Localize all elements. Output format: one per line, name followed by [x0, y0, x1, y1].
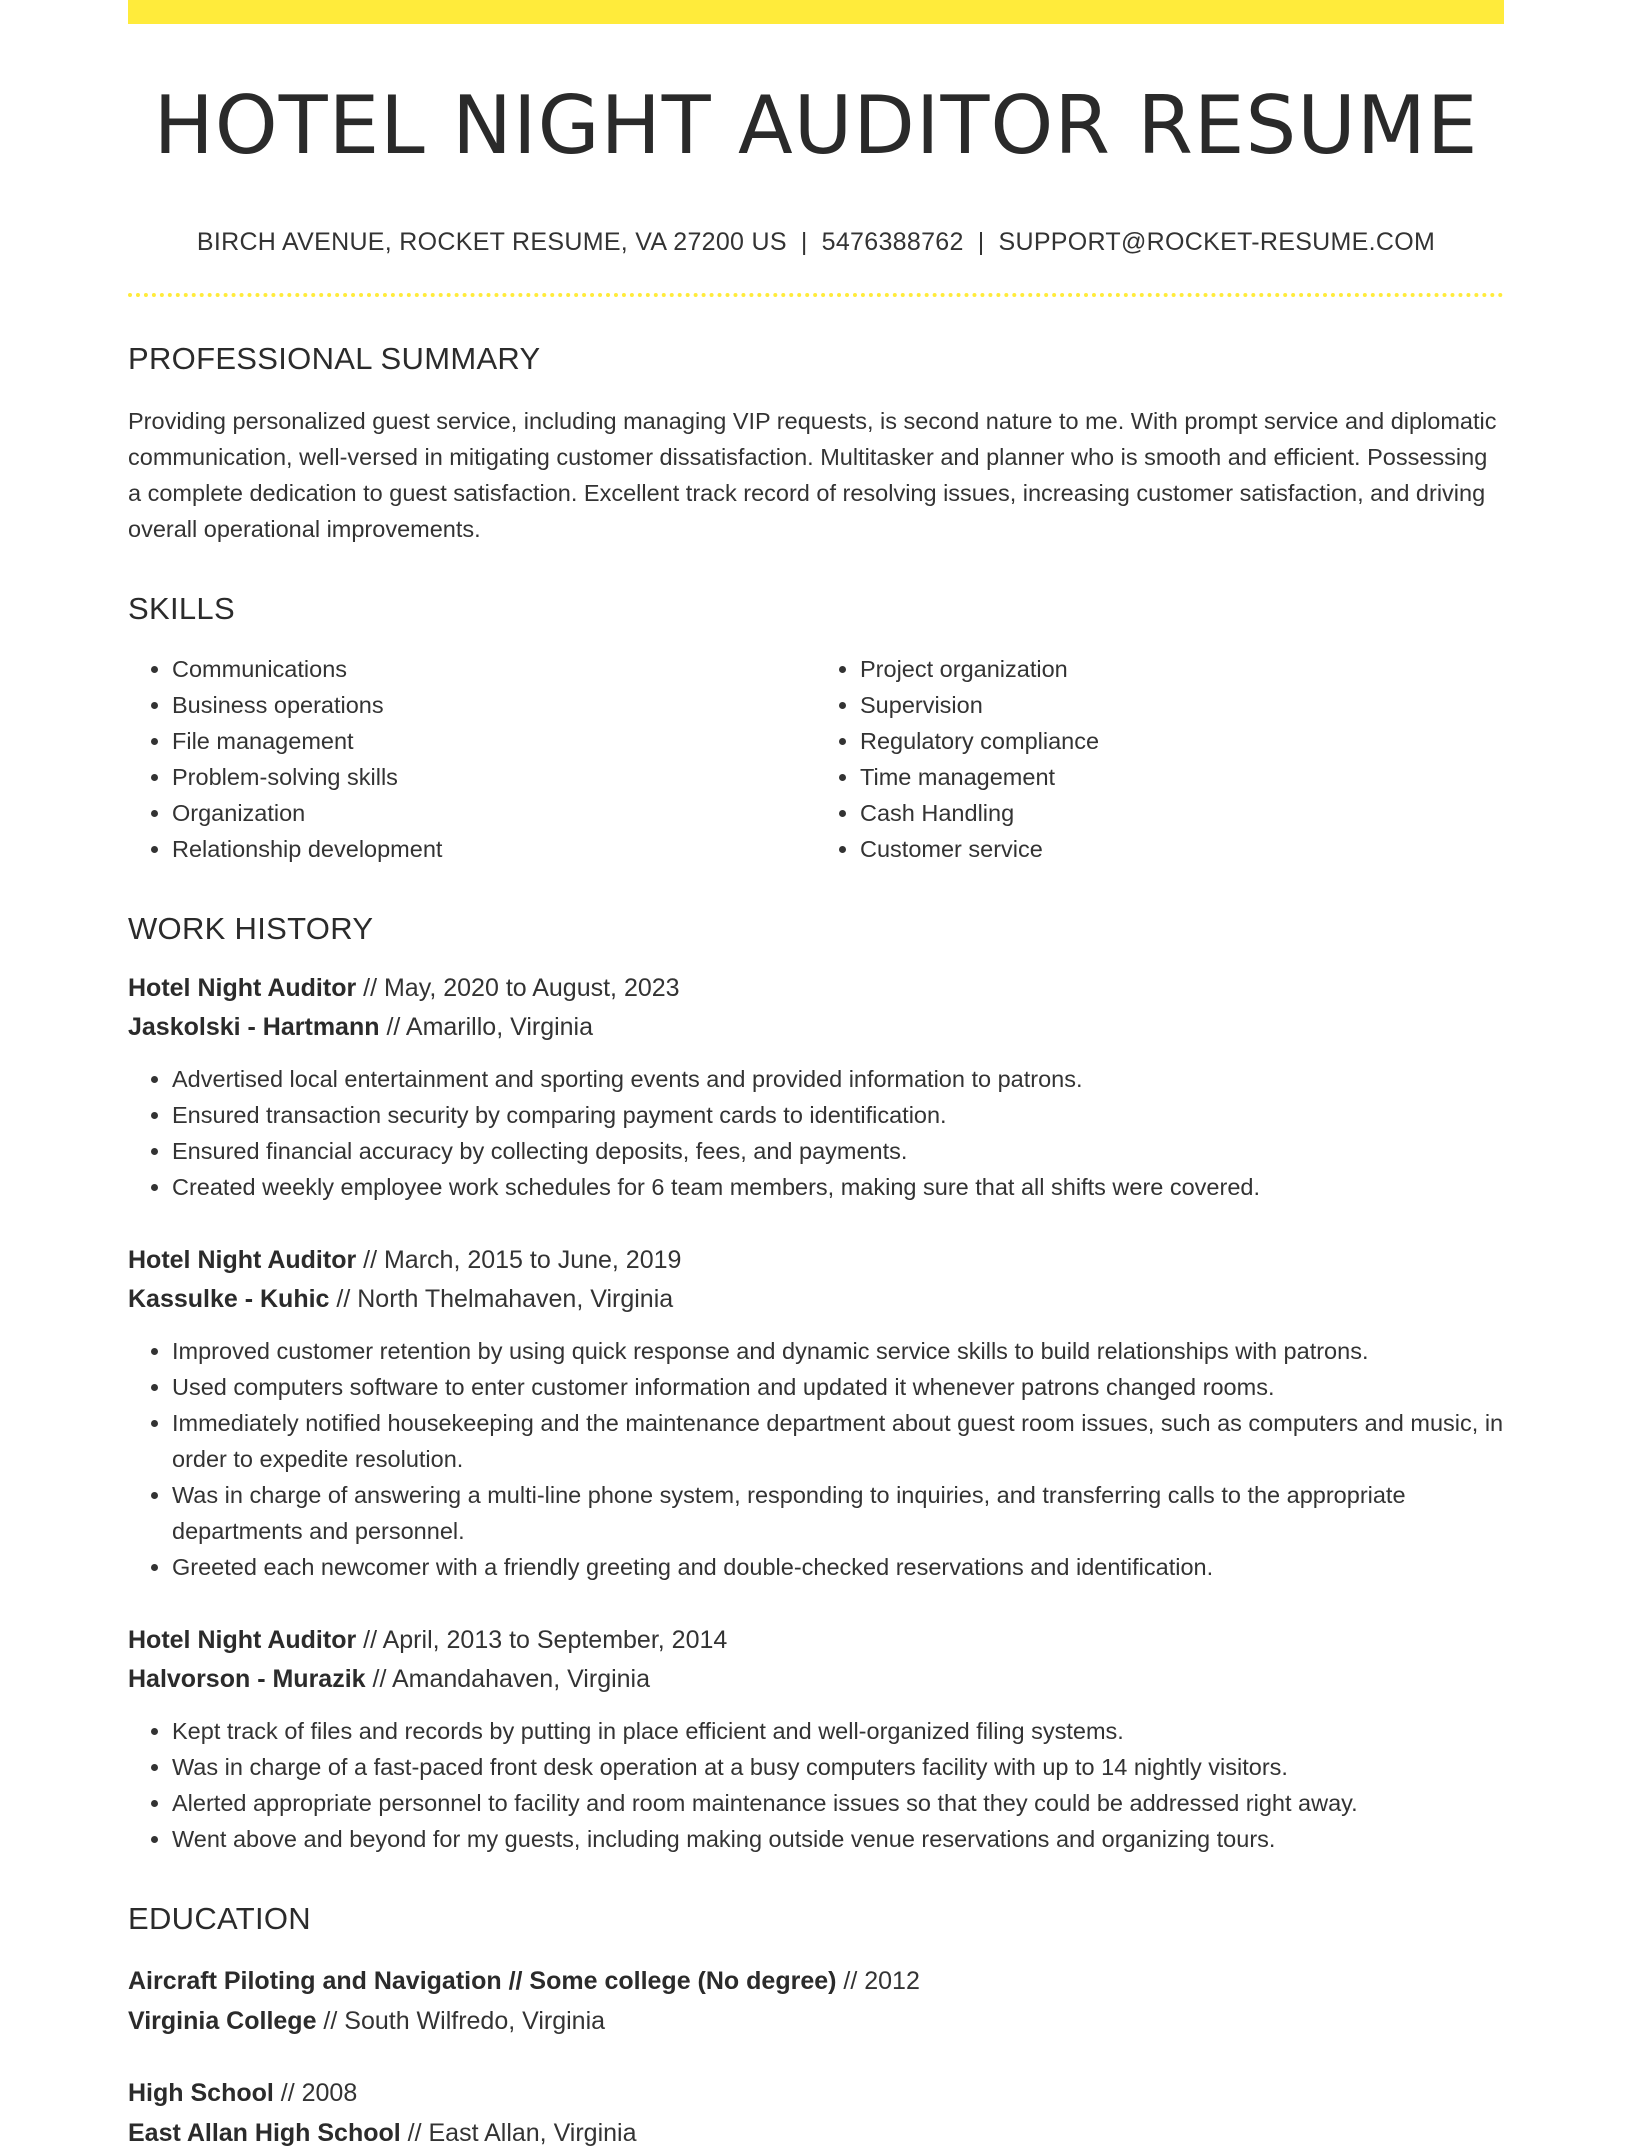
skill-item: • Supervision: [860, 687, 1504, 723]
skill-item: • File management: [172, 723, 816, 759]
job-title: Hotel Night Auditor: [128, 974, 357, 1002]
job-title-line: [128, 969, 1504, 1008]
job-company: Kassulke - Kuhic: [128, 1285, 330, 1313]
resume-page: [128, 0, 1504, 2153]
contact-address: BIRCH AVENUE, ROCKET RESUME, VA 27200 US: [196, 228, 787, 256]
contact-separator: |: [977, 228, 985, 256]
skill-item: • Communications: [172, 651, 816, 687]
education-year: // 2008: [273, 2079, 358, 2107]
skill-item: • Regulatory compliance: [860, 723, 1504, 759]
education-heading: EDUCATION: [128, 1901, 311, 1936]
summary-heading: PROFESSIONAL SUMMARY: [128, 341, 541, 376]
job-title-line: [128, 1241, 1504, 1280]
education-school: Virginia College: [128, 2007, 317, 2035]
skill-item: • Customer service: [860, 831, 1504, 867]
skill-item: • Cash Handling: [860, 795, 1504, 831]
job-bullet: • Greeted each newcomer with a friendly greeting and double-checked reservations and identification.: [172, 1549, 1504, 1585]
education-degree-line: [128, 2073, 1504, 2113]
job-company-line: [128, 1660, 1504, 1699]
skill-item: • Project organization: [860, 651, 1504, 687]
job-entry: [128, 969, 1504, 1205]
education-school-line: [128, 2113, 1504, 2153]
education-entry: [128, 2073, 1504, 2153]
education-year: // 2012: [836, 1967, 920, 1995]
job-entry: [128, 1621, 1504, 1857]
job-bullet: • Used computers software to enter customer information and updated it whenever patrons changed rooms.: [172, 1369, 1504, 1405]
job-title-line: [128, 1621, 1504, 1660]
contact-separator: |: [800, 228, 808, 256]
job-bullet: • Improved customer retention by using quick response and dynamic service skills to build relationships with patrons.: [172, 1333, 1504, 1369]
job-bullets: [128, 1061, 1504, 1205]
job-location: // Amarillo, Virginia: [379, 1013, 594, 1041]
skill-item: • Business operations: [172, 687, 816, 723]
contact-line: [128, 228, 1504, 257]
contact-email[interactable]: SUPPORT@ROCKET-RESUME.COM: [998, 228, 1436, 256]
job-bullet: • Was in charge of a fast-paced front desk operation at a busy computers facility with up to 14 nightly visitors.: [172, 1749, 1504, 1785]
job-bullet: • Kept track of files and records by putting in place efficient and well-organized filing systems.: [172, 1713, 1504, 1749]
job-dates: // May, 2020 to August, 2023: [356, 974, 680, 1002]
job-bullets: [128, 1333, 1504, 1585]
education-degree: Aircraft Piloting and Navigation // Some college (No degree): [128, 1967, 837, 1995]
skills-column-left: [128, 651, 816, 867]
skill-item: • Problem-solving skills: [172, 759, 816, 795]
work-history-heading: WORK HISTORY: [128, 911, 374, 946]
accent-bar: [128, 0, 1504, 24]
job-title: Hotel Night Auditor: [128, 1246, 357, 1274]
education-school-line: [128, 2001, 1504, 2041]
job-dates: // March, 2015 to June, 2019: [356, 1246, 682, 1274]
job-bullets: [128, 1713, 1504, 1857]
job-entry: [128, 1241, 1504, 1585]
contact-phone: 5476388762: [821, 228, 964, 256]
skills-list: [128, 651, 1504, 867]
skill-item: • Relationship development: [172, 831, 816, 867]
skills-column-right: [816, 651, 1504, 867]
job-company-line: [128, 1280, 1504, 1319]
job-company: Halvorson - Murazik: [128, 1665, 366, 1693]
job-location: // Amandahaven, Virginia: [365, 1665, 651, 1693]
job-bullet: • Advertised local entertainment and sporting events and provided information to patrons.: [172, 1061, 1504, 1097]
job-location: // North Thelmahaven, Virginia: [329, 1285, 674, 1313]
job-bullet: • Was in charge of answering a multi-line phone system, responding to inquiries, and transferring calls to the appropriate departments and personnel.: [172, 1477, 1504, 1549]
education-school: East Allan High School: [128, 2119, 401, 2147]
education-location: // South Wilfredo, Virginia: [316, 2007, 606, 2035]
education-location: // East Allan, Virginia: [400, 2119, 637, 2147]
job-bullet: • Alerted appropriate personnel to facility and room maintenance issues so that they could be addressed right away.: [172, 1785, 1504, 1821]
job-bullet: • Went above and beyond for my guests, including making outside venue reservations and organizing tours.: [172, 1821, 1504, 1857]
job-company: Jaskolski - Hartmann: [128, 1013, 380, 1041]
job-bullet: • Ensured transaction security by comparing payment cards to identification.: [172, 1097, 1504, 1133]
job-bullet: • Created weekly employee work schedules for 6 team members, making sure that all shifts were covered.: [172, 1169, 1504, 1205]
job-title: Hotel Night Auditor: [128, 1626, 357, 1654]
skills-heading: SKILLS: [128, 591, 235, 626]
job-company-line: [128, 1008, 1504, 1047]
header-divider: [128, 293, 1504, 297]
resume-title: HOTEL NIGHT AUDITOR RESUME: [153, 79, 1479, 172]
job-dates: // April, 2013 to September, 2014: [356, 1626, 728, 1654]
job-bullet: • Immediately notified housekeeping and the maintenance department about guest room issues, such as computers and music, in order to expedite resolution.: [172, 1405, 1504, 1477]
job-bullet: • Ensured financial accuracy by collecting deposits, fees, and payments.: [172, 1133, 1504, 1169]
skill-item: • Time management: [860, 759, 1504, 795]
education-entry: [128, 1961, 1504, 2041]
education-degree: High School: [128, 2079, 274, 2107]
summary-text: Providing personalized guest service, including managing VIP requests, is second nature to me. With prompt service and diplomatic communication, well-versed in mitigating customer dissatisfaction. Multitasker and planner who is smooth and efficient. Possessing a complete dedication to guest satisfaction. Excellent track record of resolving issues, increasing customer satisfaction, and driving overall operational improvements.: [128, 408, 1497, 542]
skill-item: • Organization: [172, 795, 816, 831]
education-degree-line: [128, 1961, 1504, 2001]
